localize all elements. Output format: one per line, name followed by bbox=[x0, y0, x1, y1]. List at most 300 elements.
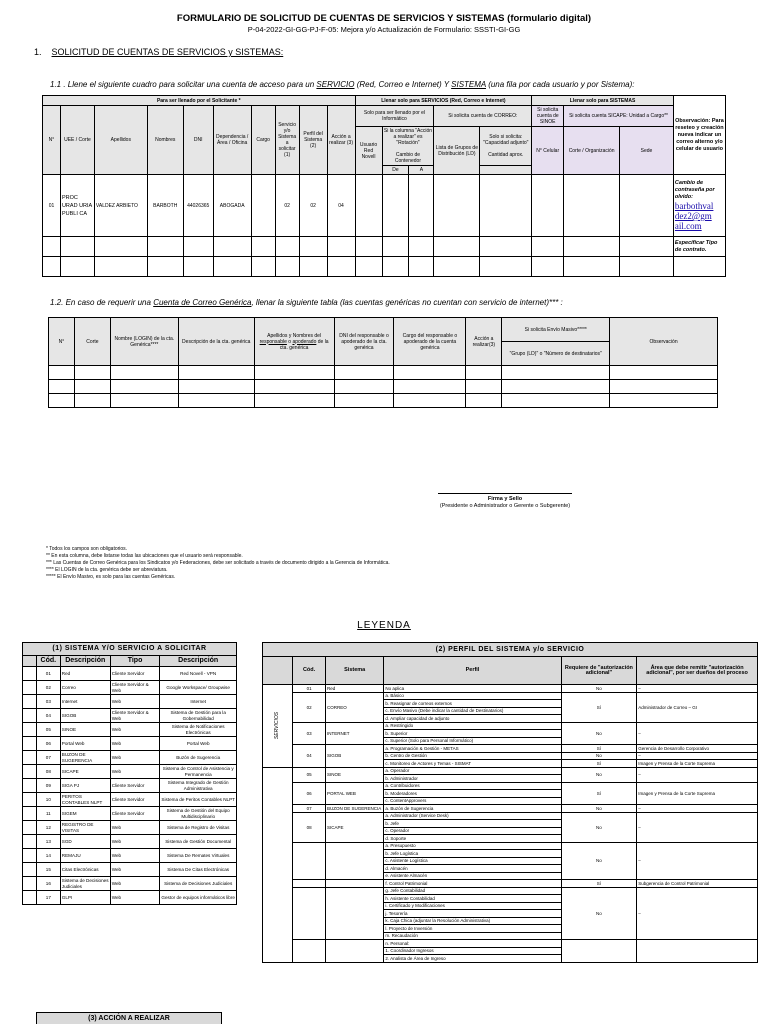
cell-detalle: Sistema Integrado de Gestión Administrativa bbox=[160, 779, 237, 793]
cell-detalle: Sistema de Registro de Visitas bbox=[160, 821, 237, 835]
cell[interactable] bbox=[434, 257, 480, 277]
resp-text: de la cta. genérica bbox=[279, 338, 329, 351]
side-blank bbox=[23, 656, 37, 667]
table-row bbox=[23, 765, 237, 779]
cell-tipo: Web bbox=[110, 835, 160, 849]
side-cell bbox=[23, 709, 37, 723]
cell[interactable] bbox=[334, 380, 394, 394]
col-uee: UEE / Corte bbox=[60, 106, 94, 175]
cell-area: Imagen y Prensa de la Corte Suprema bbox=[637, 760, 758, 768]
cell[interactable] bbox=[564, 257, 620, 277]
cell-cod: 13 bbox=[36, 835, 60, 849]
cell[interactable] bbox=[254, 366, 334, 380]
table-row bbox=[23, 835, 237, 849]
instr-text: 1.1 . Llene el siguiente cuadro para solicitar una cuenta de acceso para un bbox=[50, 80, 317, 89]
cell[interactable] bbox=[502, 394, 610, 408]
cell[interactable] bbox=[532, 257, 564, 277]
side-cell bbox=[23, 667, 37, 681]
cell[interactable] bbox=[327, 257, 355, 277]
cell[interactable] bbox=[74, 380, 110, 394]
cell-cod bbox=[293, 940, 326, 963]
cell-perfil: a. Presupuesto bbox=[384, 842, 561, 850]
cell[interactable] bbox=[254, 380, 334, 394]
cell-perfil: j. Tesorería bbox=[384, 910, 561, 918]
cell[interactable] bbox=[178, 380, 254, 394]
cell-detalle: Sistema de Gestión del Equipo Multidisciplinario bbox=[160, 807, 237, 821]
cell-apellidos[interactable]: VALDEZ ARBIETO bbox=[94, 175, 147, 237]
cell-tipo: Web bbox=[110, 849, 160, 863]
cell-perfil: b. Jefe bbox=[384, 820, 561, 828]
cell-perfil: g. Jefe Contabilidad bbox=[384, 887, 561, 895]
instr-text: (Red, Correo e Internet) Y bbox=[354, 80, 452, 89]
instr-text: , llenar la siguiente tabla (las cuentas genéricas no cuentan con servicio de internet)*** : bbox=[251, 298, 563, 307]
cell[interactable] bbox=[49, 380, 75, 394]
cell[interactable] bbox=[480, 237, 532, 257]
cell-perfil: d. Almacén bbox=[384, 865, 561, 873]
table-row bbox=[49, 380, 718, 394]
cell-perfil: k. Caja Chica (adjuntar la Resolución Administrativa) bbox=[384, 917, 561, 925]
cell[interactable] bbox=[74, 366, 110, 380]
table-row bbox=[23, 751, 237, 765]
cell-descripcion: SINOE bbox=[60, 723, 110, 737]
sv-capacidad-blank bbox=[480, 166, 532, 175]
col-perfil: Perfil del Sistema (2) bbox=[299, 106, 327, 175]
cell-perfil: c. ContentApprovers bbox=[384, 797, 561, 805]
col-responsable bbox=[254, 318, 334, 366]
side-cell bbox=[23, 793, 37, 807]
table-row bbox=[263, 842, 758, 850]
table-row bbox=[43, 175, 726, 237]
cell-detalle: Gestor de equipos informáticos libre bbox=[160, 891, 237, 905]
cell[interactable] bbox=[610, 366, 718, 380]
side-cell bbox=[23, 737, 37, 751]
systems-legend-table bbox=[22, 642, 237, 905]
cell[interactable] bbox=[355, 237, 382, 257]
col-apellidos: Apellidos bbox=[94, 106, 147, 175]
cell-tipo: Cliente Servidor & Web bbox=[110, 681, 160, 695]
cell-detalle: Red Novell - VPN bbox=[160, 667, 237, 681]
cell[interactable] bbox=[74, 394, 110, 408]
table-row bbox=[263, 685, 758, 693]
obs-email-link[interactable]: barbothval dez2@gm ail.com bbox=[674, 201, 714, 231]
cell[interactable] bbox=[409, 237, 434, 257]
side-cell bbox=[23, 681, 37, 695]
cell-cod: 03 bbox=[36, 695, 60, 709]
cell-descripcion: Citas Electrónicas bbox=[60, 863, 110, 877]
cell-sistema: SIGOB bbox=[326, 745, 384, 768]
cell-tipo: Web bbox=[110, 891, 160, 905]
cell[interactable] bbox=[110, 394, 178, 408]
cell[interactable] bbox=[183, 237, 213, 257]
cell-descripcion: SIGA PJ bbox=[60, 779, 110, 793]
cell-dependencia[interactable]: ABOGADA bbox=[213, 175, 251, 237]
cell-area: – bbox=[637, 812, 758, 842]
cell-detalle: Internet bbox=[160, 695, 237, 709]
cell-perfil: b. Moderadores bbox=[384, 790, 561, 798]
table-row bbox=[263, 805, 758, 813]
cell-detalle: Sistema de Gestión para la Gobernabilidad bbox=[160, 709, 237, 723]
cell-sistema: BUZON DE SUGERENCIA bbox=[326, 805, 384, 813]
cell-perfil: 1. Coordinador Ingresos bbox=[384, 947, 561, 955]
cell-perfil: a. Básico bbox=[384, 692, 561, 700]
cell[interactable] bbox=[254, 394, 334, 408]
col-grupo: "Grupo (LD)" o "Número de destinatarios" bbox=[502, 342, 610, 366]
cell-requiere: No bbox=[561, 812, 637, 842]
col-servicio: Servicio y/o Sistema a solicitar (1) bbox=[275, 106, 299, 175]
cell-requiere: No bbox=[561, 722, 637, 745]
cell-perfil: a. Buzón de Sugerencia bbox=[384, 805, 561, 813]
cell-perfil: c. Monitoreo de Actores y Temas - SISMAT bbox=[384, 760, 561, 768]
cell[interactable] bbox=[564, 237, 620, 257]
cell[interactable] bbox=[110, 380, 178, 394]
cell-cod: 10 bbox=[36, 793, 60, 807]
cell-requiere: No bbox=[561, 887, 637, 940]
cell[interactable] bbox=[355, 257, 382, 277]
group-sistemas: Llenar solo para SISTEMAS bbox=[532, 96, 674, 106]
col-dni: DNI del responsable o apoderado de la cta. genérica bbox=[334, 318, 394, 366]
cell-tipo: Cliente Servidor bbox=[110, 667, 160, 681]
col-accion: Acción a realizar(3) bbox=[466, 318, 502, 366]
cell-cod: 07 bbox=[293, 805, 326, 813]
cell-corte[interactable] bbox=[564, 175, 620, 237]
cell-sistema bbox=[326, 842, 384, 880]
table-row bbox=[263, 782, 758, 790]
instr-generic-account: Cuenta de Correo Genérica bbox=[153, 298, 252, 307]
col-cod: Cód. bbox=[36, 656, 60, 667]
cell-descripcion: PERITOS CONTABLES NLPT bbox=[60, 793, 110, 807]
cell[interactable] bbox=[466, 380, 502, 394]
cell-detalle: Buzón de Sugerencia bbox=[160, 751, 237, 765]
cell[interactable] bbox=[275, 237, 299, 257]
cell[interactable] bbox=[213, 237, 251, 257]
cell[interactable] bbox=[49, 366, 75, 380]
cell-celular[interactable] bbox=[532, 175, 564, 237]
cell-sistema bbox=[326, 880, 384, 888]
table-row bbox=[49, 394, 718, 408]
cell-descripcion: SIGEM bbox=[60, 807, 110, 821]
resp-u1: responsable bbox=[259, 338, 287, 345]
footnote: ***** El Envío Masivo, es solo para las cuentas Genéricas. bbox=[46, 574, 176, 580]
table-row bbox=[23, 863, 237, 877]
section-number: 1. bbox=[34, 47, 42, 57]
cell[interactable] bbox=[43, 237, 61, 257]
cell-sistema: SICAPE bbox=[326, 812, 384, 842]
sv-rotacion-text: Si la columna "Acción a realizar" es "Rotación" bbox=[383, 128, 433, 146]
col-dependencia: Dependencia / Área / Oficina bbox=[213, 106, 251, 175]
cell-descripcion: Red bbox=[60, 667, 110, 681]
instr-text: (una fila por cada usuario y por Sistema): bbox=[485, 80, 635, 89]
cell-requiere: No bbox=[561, 685, 637, 693]
cell[interactable] bbox=[327, 237, 355, 257]
footnote: **** El LOGIN de la cta. genérica debe ser abreviatura. bbox=[46, 567, 168, 573]
cell-tipo: Cliente Servidor bbox=[110, 793, 160, 807]
cell[interactable] bbox=[466, 394, 502, 408]
cell-de[interactable] bbox=[382, 175, 409, 237]
cell-cod: 17 bbox=[36, 891, 60, 905]
section-1-heading bbox=[34, 47, 283, 57]
table-row bbox=[23, 681, 237, 695]
sv-cantidad-text: Cantidad aprox. bbox=[488, 152, 524, 158]
cell-cod: 02 bbox=[36, 681, 60, 695]
resp-text: o bbox=[286, 338, 293, 345]
cell[interactable] bbox=[94, 237, 147, 257]
table-row bbox=[23, 849, 237, 863]
cell-area: Gerencia de Desarrollo Corporativo bbox=[637, 745, 758, 753]
cell-perfil: b. Reasignar de correos externos bbox=[384, 700, 561, 708]
cell[interactable] bbox=[394, 366, 466, 380]
cell[interactable] bbox=[147, 257, 183, 277]
signature-note: (Presidente o Administrador o Gerente o Subgerente) bbox=[439, 503, 571, 509]
cell-area: – bbox=[637, 722, 758, 745]
cell-descripcion: SIGOB bbox=[60, 709, 110, 723]
side-cell bbox=[23, 807, 37, 821]
cell-tipo: Web bbox=[110, 765, 160, 779]
cell[interactable] bbox=[620, 257, 674, 277]
cell-perfil: f. Control Patrimonial bbox=[384, 880, 561, 888]
profiles-legend-body bbox=[263, 685, 758, 963]
cell-cod bbox=[293, 887, 326, 940]
accounts-request-table bbox=[42, 95, 726, 277]
table-row bbox=[263, 880, 758, 888]
table-row bbox=[23, 807, 237, 821]
cell-perfil: b. Centro de Gestión bbox=[384, 752, 561, 760]
col-cargo: Cargo del responsable o apoderado de la cuenta genérica bbox=[394, 318, 466, 366]
cell-perfil: m. Recaudación bbox=[384, 932, 561, 940]
footnote: * Todos los campos son obligatorios. bbox=[46, 546, 128, 552]
cell-cod bbox=[293, 880, 326, 888]
table-row bbox=[23, 821, 237, 835]
cell[interactable] bbox=[110, 366, 178, 380]
table-row bbox=[23, 709, 237, 723]
cell-sede[interactable] bbox=[620, 175, 674, 237]
col-descripcion-2: Descripción bbox=[160, 656, 237, 667]
cell[interactable] bbox=[673, 257, 725, 277]
cell-detalle: Portal Web bbox=[160, 737, 237, 751]
cell[interactable] bbox=[183, 257, 213, 277]
cell-cod: 01 bbox=[36, 667, 60, 681]
cell-area: Subgerencia de Control Patrimonial bbox=[637, 880, 758, 888]
legend-heading: LEYENDA bbox=[357, 620, 411, 631]
cell-n[interactable]: 01 bbox=[43, 175, 61, 237]
cell[interactable] bbox=[434, 237, 480, 257]
systems-side-label bbox=[263, 767, 293, 962]
col-n: N° bbox=[43, 106, 61, 175]
cell-perfil: No aplica bbox=[384, 685, 561, 693]
systems-legend-body bbox=[23, 667, 237, 905]
cell-cod: 01 bbox=[293, 685, 326, 693]
cell-requiere: No bbox=[561, 752, 637, 760]
cell-perfil: a. Contribuidores bbox=[384, 782, 561, 790]
page-subtitle: P-04-2022-GI-GG-PJ-F-05: Mejora y/o Actualización de Formulario: SSSTI-GI-GG bbox=[247, 25, 521, 34]
cell-sistema bbox=[326, 940, 384, 963]
cell-tipo: Web bbox=[110, 821, 160, 835]
cell[interactable] bbox=[275, 257, 299, 277]
obs-comment: Cambio de contraseña por olvido: bbox=[674, 180, 715, 200]
cell-observation[interactable] bbox=[673, 175, 725, 237]
side-cell bbox=[23, 835, 37, 849]
cell[interactable] bbox=[480, 257, 532, 277]
cell-cod: 08 bbox=[293, 812, 326, 842]
cell-detalle: Sistema de Decisiones Judiciales bbox=[160, 877, 237, 891]
cell-cargo[interactable] bbox=[251, 175, 275, 237]
resp-text: Apellidos y Nombres del bbox=[267, 332, 322, 339]
cell[interactable] bbox=[502, 380, 610, 394]
cell[interactable] bbox=[532, 237, 564, 257]
cell-perfil[interactable]: 02 bbox=[299, 175, 327, 237]
cell-descripcion: SICAPE bbox=[60, 765, 110, 779]
cell-detalle: Google Workspace/ Groupwise bbox=[160, 681, 237, 695]
table-row bbox=[23, 695, 237, 709]
cell-usuario-red[interactable] bbox=[355, 175, 382, 237]
col-sistema: Sistema bbox=[326, 657, 384, 685]
cell-a[interactable] bbox=[409, 175, 434, 237]
cell[interactable] bbox=[382, 257, 409, 277]
cell-cod: 05 bbox=[293, 767, 326, 782]
cell[interactable] bbox=[620, 237, 674, 257]
side-cell bbox=[23, 723, 37, 737]
table-row bbox=[263, 722, 758, 730]
cell[interactable] bbox=[502, 366, 610, 380]
cell-requiere: Sí bbox=[561, 880, 637, 888]
cell-detalle: Sistema De Remates Virtuales bbox=[160, 849, 237, 863]
cell[interactable] bbox=[60, 257, 94, 277]
sv-capacidad bbox=[480, 127, 532, 166]
cell[interactable] bbox=[382, 237, 409, 257]
cell-area: Administrador de Correo – GI bbox=[637, 692, 758, 722]
cell-sistema bbox=[326, 887, 384, 940]
col-n: N° bbox=[49, 318, 75, 366]
cell[interactable] bbox=[251, 257, 275, 277]
cell-detalle: Sistema de Notificaciones Electrónicas bbox=[160, 723, 237, 737]
cell-area: Imagen y Prensa de la Corte Suprema bbox=[637, 782, 758, 805]
cell[interactable] bbox=[49, 394, 75, 408]
cell-sistema: PORTAL WEB bbox=[326, 782, 384, 805]
section-title: SOLICITUD DE CUENTAS DE SERVICIOS y SISTEMAS: bbox=[51, 47, 284, 57]
cell[interactable] bbox=[299, 257, 327, 277]
cell[interactable] bbox=[299, 237, 327, 257]
cell[interactable] bbox=[334, 366, 394, 380]
cell-perfil: a. Administrador (Service Desk) bbox=[384, 812, 561, 820]
table-row bbox=[23, 779, 237, 793]
table-row bbox=[263, 745, 758, 753]
cell-requiere: Sí bbox=[561, 745, 637, 753]
cell[interactable] bbox=[147, 237, 183, 257]
cell-detalle: Sistema de Gestión Documental bbox=[160, 835, 237, 849]
sv-capacidad-text: Solo si solicita: "Capacidad adjunto" bbox=[483, 134, 529, 146]
cell-accion[interactable]: 04 bbox=[327, 175, 355, 237]
cell[interactable] bbox=[178, 366, 254, 380]
cell-descripcion: BUZON DE SUGERENCIA bbox=[60, 751, 110, 765]
col-tipo: Tipo bbox=[110, 656, 160, 667]
cell[interactable] bbox=[213, 257, 251, 277]
cell-descripcion: Portal Web bbox=[60, 737, 110, 751]
table-row bbox=[23, 737, 237, 751]
cell-descripcion: SGD bbox=[60, 835, 110, 849]
cell-capacidad[interactable] bbox=[480, 175, 532, 237]
cell[interactable] bbox=[251, 237, 275, 257]
cell[interactable] bbox=[60, 237, 94, 257]
cell-uee[interactable]: PROC URAD URIA PUBLI CA bbox=[60, 175, 94, 237]
cell-perfil: c. Superior (Solo para Personal Informático) bbox=[384, 737, 561, 745]
resp-u2: apoderado bbox=[292, 338, 317, 345]
ss-sede: Sede bbox=[620, 127, 674, 175]
cell-perfil: h. Asistente Contabilidad bbox=[384, 895, 561, 903]
services-side-text: SERVICIOS bbox=[274, 712, 281, 740]
col-observacion: Observación bbox=[610, 318, 718, 366]
cell-cod: 15 bbox=[36, 863, 60, 877]
footnote: ** En esta columna, debe listarse todas las ubicaciones que el usuario será responsable. bbox=[46, 553, 243, 559]
cell[interactable] bbox=[610, 380, 718, 394]
side-cell bbox=[23, 863, 37, 877]
cell-perfil: d. Soporte bbox=[384, 835, 561, 843]
accion-legend-title: (3) ACCIÓN A REALIZAR bbox=[36, 1012, 222, 1024]
cell-perfil: 2. Analista de Área de Ingreso bbox=[384, 955, 561, 963]
cell-perfil: c. Envío Masivo (Debe indicar la cantidad de Destinatarios) bbox=[384, 707, 561, 715]
col-descripcion: Descripción bbox=[60, 656, 110, 667]
cell-nombres[interactable]: BARBOTH bbox=[147, 175, 183, 237]
cell[interactable] bbox=[466, 366, 502, 380]
cell-detalle: Sistema de Control de Asistencia y Permanencia bbox=[160, 765, 237, 779]
sv-informatico: Solo para ser llenado por el Informático bbox=[355, 106, 434, 127]
cell-perfil: a. Operador bbox=[384, 767, 561, 775]
table-row bbox=[23, 667, 237, 681]
cell[interactable] bbox=[394, 380, 466, 394]
col-cargo: Cargo bbox=[251, 106, 275, 175]
cell[interactable] bbox=[94, 257, 147, 277]
col-dni: DNI bbox=[183, 106, 213, 175]
cell-requiere: No bbox=[561, 805, 637, 813]
side-cell bbox=[23, 779, 37, 793]
cell-sistema: Red bbox=[326, 685, 384, 693]
side-cell bbox=[23, 821, 37, 835]
cell[interactable] bbox=[178, 394, 254, 408]
col-area: Área que debe remitir "autorización adicional", por ser dueños del proceso bbox=[637, 657, 758, 685]
cell[interactable] bbox=[394, 394, 466, 408]
cell-cod: 04 bbox=[36, 709, 60, 723]
cell-perfil: d. Ampliar capacidad de adjunto bbox=[384, 715, 561, 723]
cell[interactable] bbox=[610, 394, 718, 408]
col-cod: Cód. bbox=[293, 657, 326, 685]
signature-block bbox=[400, 496, 610, 510]
cell-area: – bbox=[637, 767, 758, 782]
sv-rotacion bbox=[382, 127, 434, 166]
cell-cod: 02 bbox=[293, 692, 326, 722]
services-side-label bbox=[263, 685, 293, 768]
ss-sicape: Si solicita cuenta SICAPE: Unidad a Cargo** bbox=[564, 106, 674, 127]
cell[interactable] bbox=[334, 394, 394, 408]
table-row bbox=[263, 692, 758, 700]
cell[interactable] bbox=[409, 257, 434, 277]
cell-perfil: c. Operador bbox=[384, 827, 561, 835]
cell-area bbox=[637, 940, 758, 963]
profiles-legend-table bbox=[262, 642, 758, 963]
cell-dni[interactable]: 44026365 bbox=[183, 175, 213, 237]
table-row bbox=[263, 940, 758, 948]
cell-tipo: Web bbox=[110, 863, 160, 877]
cell-perfil: b. Administrador bbox=[384, 775, 561, 783]
cell-lista[interactable] bbox=[434, 175, 480, 237]
observation-header: Observación: Para reseteo y creación nueva indicar un correo alterno y/o celular de usuario bbox=[673, 96, 725, 175]
cell-tipo: Web bbox=[110, 723, 160, 737]
cell-tipo: Web bbox=[110, 751, 160, 765]
cell-area: – bbox=[637, 685, 758, 693]
cell-area: – bbox=[637, 842, 758, 880]
cell[interactable] bbox=[43, 257, 61, 277]
cell-requiere: No bbox=[561, 842, 637, 880]
cell-cod: 05 bbox=[36, 723, 60, 737]
footnotes bbox=[46, 546, 390, 581]
cell-servicio[interactable]: 02 bbox=[275, 175, 299, 237]
